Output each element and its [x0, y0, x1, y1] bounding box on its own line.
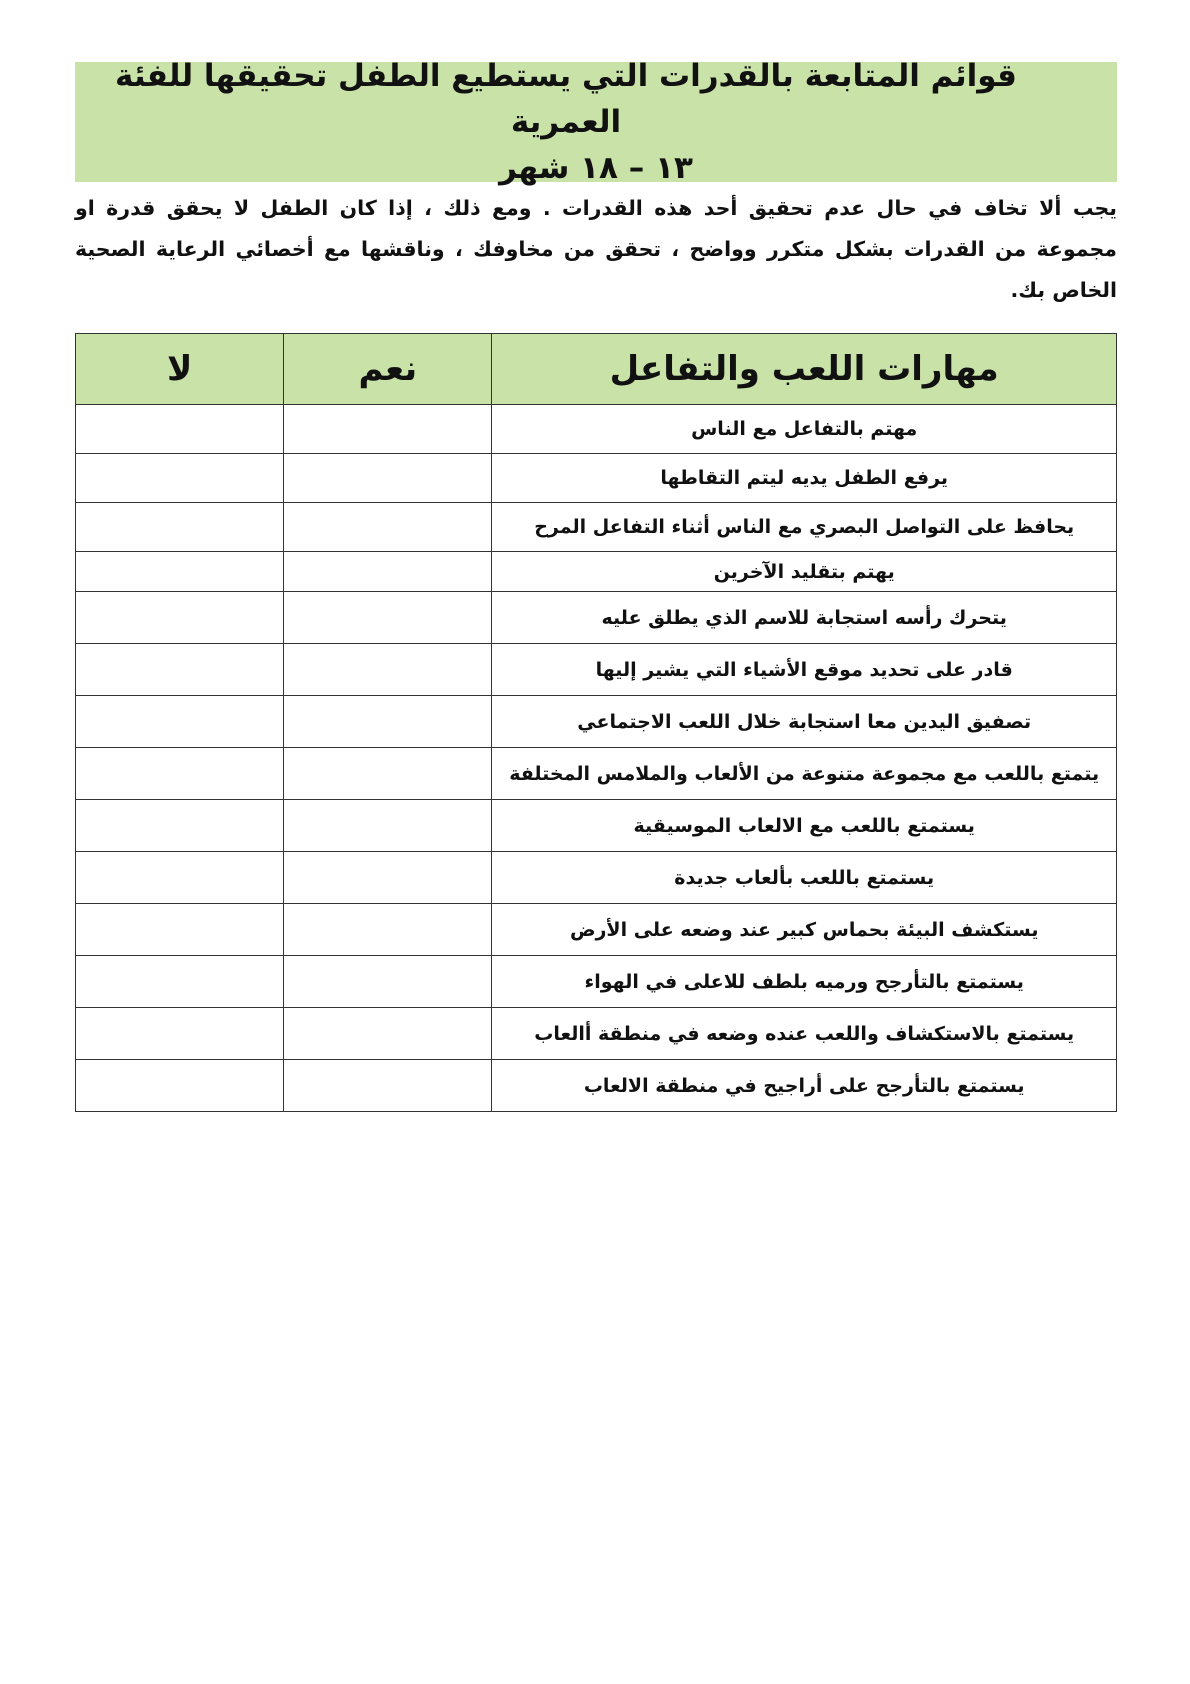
no-cell[interactable] — [76, 904, 284, 956]
title-banner — [75, 58, 1117, 186]
no-cell[interactable] — [76, 454, 284, 503]
no-cell[interactable] — [76, 1060, 284, 1112]
no-cell[interactable] — [76, 956, 284, 1008]
yes-cell[interactable] — [284, 748, 492, 800]
no-cell[interactable] — [76, 696, 284, 748]
skill-cell: يستمتع باللعب مع الالعاب الموسيقية — [492, 800, 1117, 852]
yes-cell[interactable] — [284, 592, 492, 644]
page-title: قوائم المتابعة بالقدرات التي يستطيع الطفل تحقيقها للفئة العمرية — [115, 58, 1017, 140]
no-cell[interactable] — [76, 405, 284, 454]
no-cell[interactable] — [76, 1008, 284, 1060]
header-no: لا — [76, 334, 284, 405]
table-header-row — [76, 334, 1117, 405]
table-row — [76, 592, 1117, 644]
skill-cell: يستمتع باللعب بألعاب جديدة — [492, 852, 1117, 904]
yes-cell[interactable] — [284, 904, 492, 956]
table-row — [76, 748, 1117, 800]
no-cell[interactable] — [76, 503, 284, 552]
skill-cell: يتحرك رأسه استجابة للاسم الذي يطلق عليه — [492, 592, 1117, 644]
table-row — [76, 800, 1117, 852]
skill-cell: يستمتع بالاستكشاف واللعب عنده وضعه في منطقة أالعاب — [492, 1008, 1117, 1060]
table-row — [76, 852, 1117, 904]
yes-cell[interactable] — [284, 454, 492, 503]
skill-cell: يهتم بتقليد الآخرين — [492, 552, 1117, 592]
intro-paragraph: يجب ألا تخاف في حال عدم تحقيق أحد هذه القدرات . ومع ذلك ، إذا كان الطفل لا يحقق قدرة او مجموعة من القدرات بشكل متكرر وواضح ، تحقق من مخاوفك ، وناقشها مع أخصائي الرعاية الصحية الخاص بك. — [75, 196, 1117, 302]
table-row — [76, 405, 1117, 454]
skill-cell: يحافظ على التواصل البصري مع الناس أثناء التفاعل المرح — [492, 503, 1117, 552]
yes-cell[interactable] — [284, 644, 492, 696]
no-cell[interactable] — [76, 592, 284, 644]
skill-cell: مهتم بالتفاعل مع الناس — [492, 405, 1117, 454]
table-row — [76, 904, 1117, 956]
skill-cell: يستمتع بالتأرجح على أراجيح في منطقة الالعاب — [492, 1060, 1117, 1112]
table-row — [76, 696, 1117, 748]
yes-cell[interactable] — [284, 956, 492, 1008]
skills-checklist-table — [75, 333, 1117, 1112]
no-cell[interactable] — [76, 852, 284, 904]
table-row — [76, 1060, 1117, 1112]
yes-cell[interactable] — [284, 800, 492, 852]
skill-cell: يرفع الطفل يديه ليتم التقاطها — [492, 454, 1117, 503]
skill-cell: يستكشف البيئة بحماس كبير عند وضعه على الأرض — [492, 904, 1117, 956]
yes-cell[interactable] — [284, 405, 492, 454]
table-row — [76, 1008, 1117, 1060]
yes-cell[interactable] — [284, 1060, 492, 1112]
header-yes: نعم — [284, 334, 492, 405]
skill-cell: يتمتع باللعب مع مجموعة متنوعة من الألعاب والملامس المختلفة — [492, 748, 1117, 800]
table-row — [76, 644, 1117, 696]
table-row — [76, 956, 1117, 1008]
yes-cell[interactable] — [284, 696, 492, 748]
age-range-subtitle: ١٣ – ١٨ شهر — [499, 150, 693, 186]
table-row — [76, 503, 1117, 552]
header-skills: مهارات اللعب والتفاعل — [492, 334, 1117, 405]
skill-cell: قادر على تحديد موقع الأشياء التي يشير إليها — [492, 644, 1117, 696]
table-row — [76, 552, 1117, 592]
no-cell[interactable] — [76, 800, 284, 852]
skill-cell: تصفيق اليدين معا استجابة خلال اللعب الاجتماعي — [492, 696, 1117, 748]
yes-cell[interactable] — [284, 852, 492, 904]
yes-cell[interactable] — [284, 552, 492, 592]
no-cell[interactable] — [76, 748, 284, 800]
yes-cell[interactable] — [284, 503, 492, 552]
no-cell[interactable] — [76, 552, 284, 592]
skill-cell: يستمتع بالتأرجح ورميه بلطف للاعلى في الهواء — [492, 956, 1117, 1008]
yes-cell[interactable] — [284, 1008, 492, 1060]
no-cell[interactable] — [76, 644, 284, 696]
table-row — [76, 454, 1117, 503]
